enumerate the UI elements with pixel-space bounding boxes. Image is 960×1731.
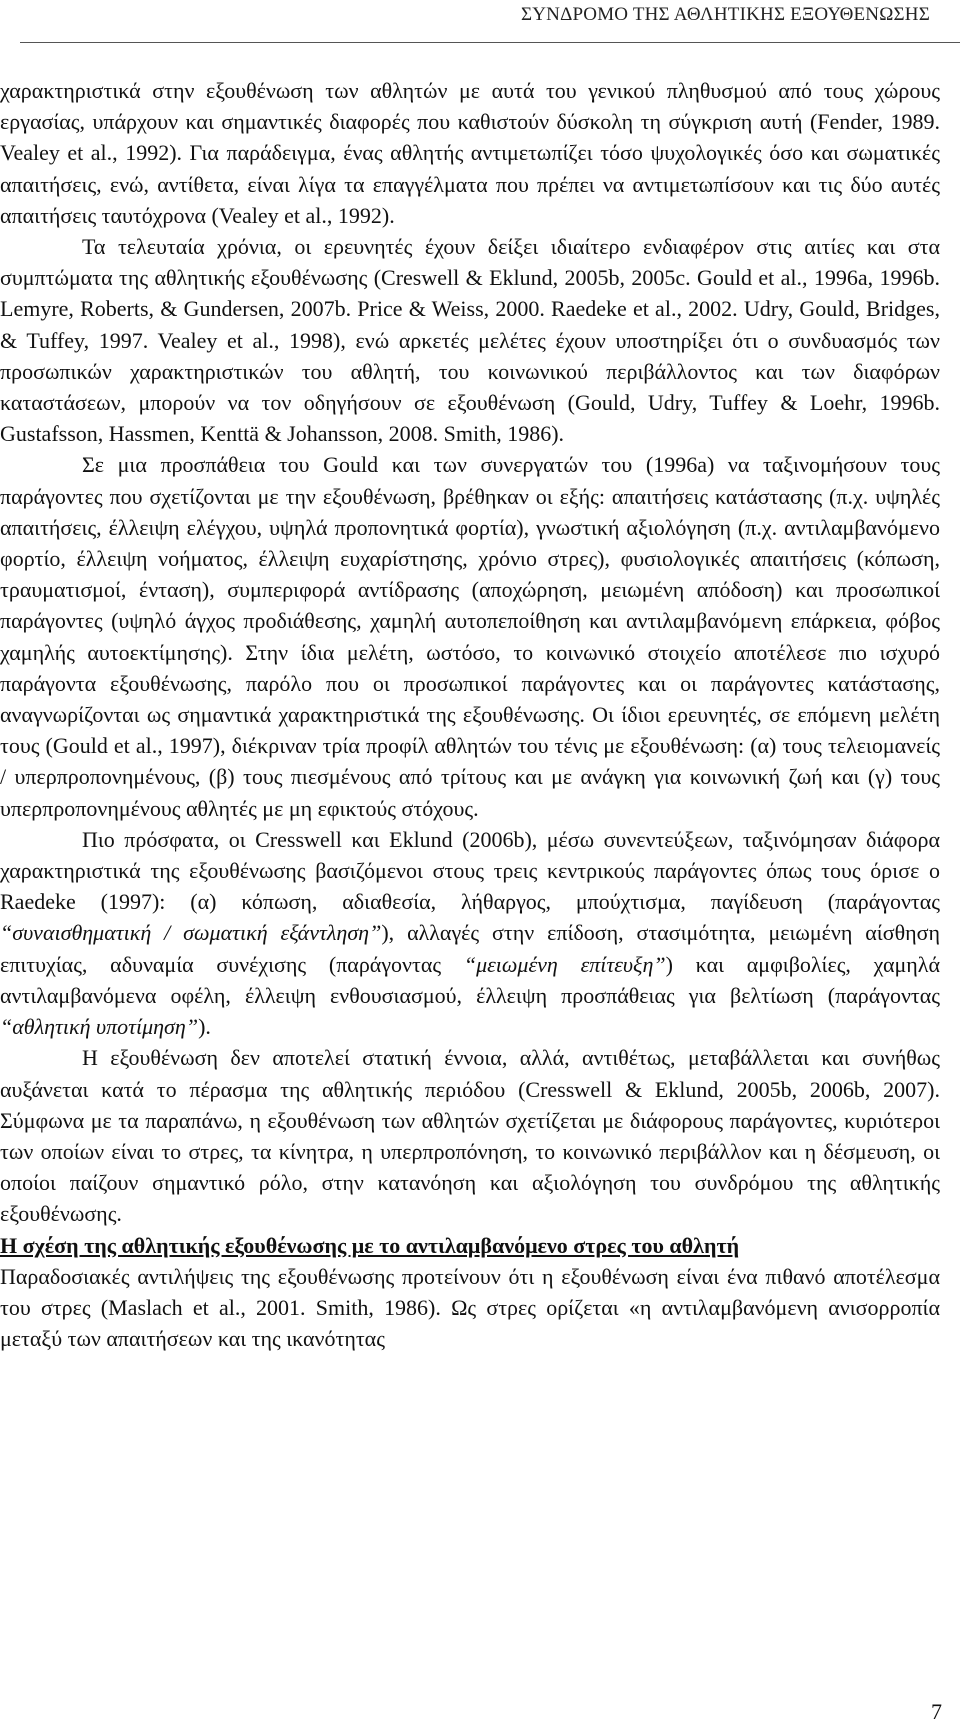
section-heading: Η σχέση της αθλητικής εξουθένωσης με το αντιλαμβανόμενο στρες του αθλητή <box>0 1232 740 1258</box>
paragraph-2: Τα τελευταία χρόνια, οι ερευνητές έχουν δείξει ιδιαίτερο ενδιαφέρον στις αιτίες και στα συμπτώματα της αθλητικής εξουθένωσης (Creswell & Eklund, 2005b, 2005c. Gould et al., 1996a, 1996b. Lemyre, Roberts, & Gundersen, 2007b. Price & Weiss, 2000. Raedeke et al., 2002. Udry, Gould, Bridges, & Tuffey, 1997. Vealey et al., 1998), ενώ αρκετές μελέτες έχουν υποστηρίξει ότι ο συνδυασμός των προσωπικών χαρακτηριστικών του αθλητή, του κοινωνικού περιβάλλοντος και των διαφόρων καταστάσεων, μπορούν να τον οδηγήσουν σε εξουθένωση (Gould, Udry, Tuffey & Loehr, 1996b. Gustafsson, Hassmen, Kenttä & Johansson, 2008. Smith, 1986). <box>0 234 940 447</box>
paragraph-1: χαρακτηριστικά στην εξουθένωση των αθλητών με αυτά του γενικού πληθυσμού από τους χώρους εργασίας, υπάρχουν και σημαντικές διαφορές που καθιστούν δύσκολη τη σύγκριση αυτή (Fender, 1989. Vealey et al., 1992). Για παράδειγμα, ένας αθλητής αντιμετωπίζει τόσο ψυχολογικές όσο και σωματικές απαιτήσεις, ενώ, αντίθετα, είναι λίγα τα επαγγέλματα που πρέπει να αντιμετωπίσουν και τις δύο αυτές απαιτήσεις ταυτόχρονα (Vealey et al., 1992). <box>0 78 940 228</box>
paragraph-4-italic-2: “μειωμένη επίτευξη” <box>463 951 666 977</box>
paragraph-4-italic-3: “αθλητική υποτίμηση” <box>0 1014 199 1040</box>
paragraph-3: Σε μια προσπάθεια του Gould και των συνεργατών του (1996a) να ταξινομήσουν τους παράγοντες που σχετίζονται με την εξουθένωση, βρέθηκαν οι εξής: απαιτήσεις κατάστασης (π.χ. υψηλές απαιτήσεις, έλλειψη ελέγχου, υψηλά προπονητικά φορτία), γνωστική αξιολόγηση (π.χ. αντιλαμβανόμενο φορτίο, έλλειψη νοήματος, έλλειψη ευχαρίστησης, χρόνιο στρες), φυσιολογικές απαιτήσεις (κόπωση, τραυματισμοί, ένταση), συμπεριφορά αντίδρασης (αποχώρηση, μειωμένη απόδοση) και προσωπικοί παράγοντες (υψηλό άγχος προδιάθεσης, χαμηλή αυτοπεποίθηση και αντιλαμβανόμενη επάρκεια, φόβος χαμηλής αυτοεκτίμησης). Στην ίδια μελέτη, ωστόσο, το κοινωνικό στοιχείο αποτέλεσε πιο ισχυρό παράγοντα εξουθένωσης, παρόλο που οι προσωπικοί παράγοντες και οι παράγοντες κατάστασης, αναγνωρίζονται ως σημαντικά χαρακτηριστικά της εξουθένωσης. Οι ίδιοι ερευνητές, σε επόμενη μελέτη τους (Gould et al., 1997), διέκριναν τρία προφίλ αθλητών του τένις με εξουθένωση: (α) τους τελειομανείς / υπερπροπονημένους, (β) τους πιεσμένους από τρίτους και με ανάγκη για κοινωνική ζωή και (γ) τους υπερπροπονημένους αθλητές με μη εφικτούς στόχους. <box>0 452 940 821</box>
document-body <box>0 75 940 1354</box>
paragraph-4-text-b: ), αλλαγές στην επίδοση, στασιμότητα, μειωμένη αίσθηση επιτυχίας, αδυναμία συνέχισης (παράγοντας <box>0 920 940 977</box>
running-header: ΣΥΝΔΡΟΜΟ ΤΗΣ ΑΘΛΗΤΙΚΗΣ ΕΞΟΥΘΕΝΩΣΗΣ <box>521 4 930 25</box>
paragraph-5: Η εξουθένωση δεν αποτελεί στατική έννοια, αλλά, αντιθέτως, μεταβάλλεται και συνήθως αυξάνεται κατά το πέρασμα της αθλητικής περιόδου (Cresswell & Eklund, 2005b, 2006b, 2007). Σύμφωνα με τα παραπάνω, η εξουθένωση των αθλητών σχετίζεται με διάφορους παράγοντες, κυριότεροι των οποίων είναι το στρες, τα κίνητρα, η υπερπροπόνηση, το κοινωνικό περιβάλλον και η δέσμευση, οι οποίοι παίζουν σημαντικό ρόλο, στην κατανόηση και αξιολόγηση του συνδρόμου της αθλητικής εξουθένωσης. <box>0 1045 940 1227</box>
page-number: 7 <box>931 1699 942 1724</box>
paragraph-4-italic-1: “συναισθηματική / σωματική εξάντληση” <box>0 920 382 946</box>
header-rule <box>20 42 960 43</box>
paragraph-6: Παραδοσιακές αντιλήψεις της εξουθένωσης προτείνουν ότι η εξουθένωση είναι ένα πιθανό αποτέλεσμα του στρες (Maslach et al., 2001. Smith, 1986). Ως στρες ορίζεται «η αντιλαμβανόμενη ανισορροπία μεταξύ των απαιτήσεων και της ικανότητας <box>0 1263 940 1352</box>
paragraph-4 <box>0 824 940 1042</box>
paragraph-4-text-a: Πιο πρόσφατα, οι Cresswell και Eklund (2006b), μέσω συνεντεύξεων, ταξινόμησαν διάφορα χαρακτηριστικά της εξουθένωσης βασιζόμενοι στους τρεις κεντρικούς παράγοντες όπως τους όρισε ο Raedeke (1997): (α) κόπωση, αδιαθεσία, λήθαργος, μπούχτισμα, παγίδευση (παράγοντας <box>0 826 940 915</box>
paragraph-4-text-d: ). <box>198 1014 211 1040</box>
paragraph-4-text-c: ) και αμφιβολίες, χαμηλά αντιλαμβανόμενα οφέλη, έλλειψη ενθουσιασμού, έλλειψη προσπάθειας για βελτίωση (παράγοντας <box>0 951 940 1008</box>
